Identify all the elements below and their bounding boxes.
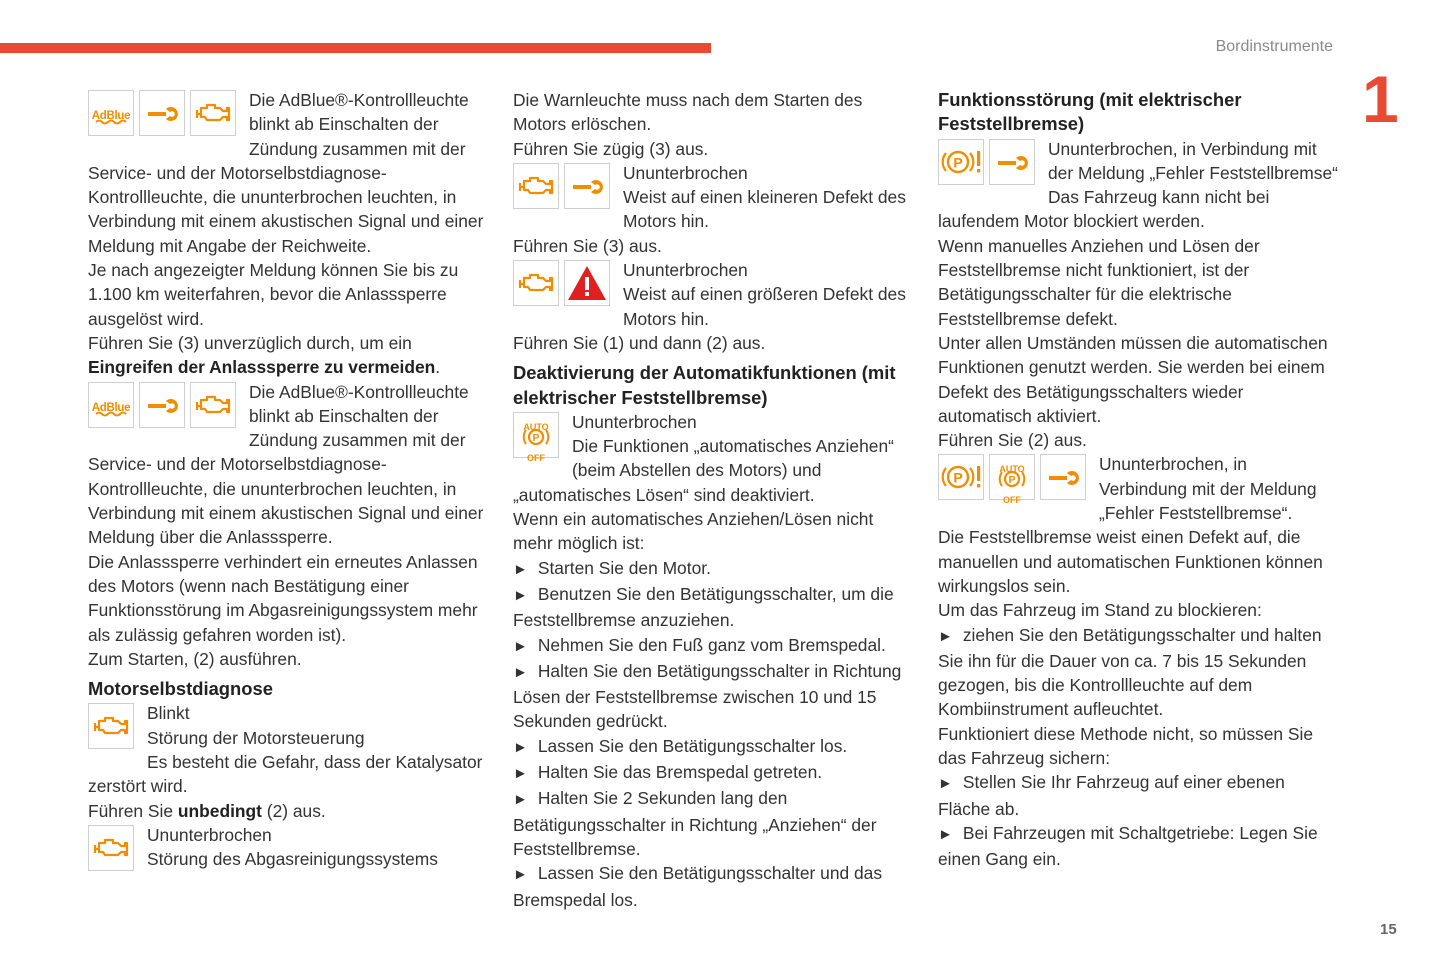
service-wrench-icon — [989, 139, 1035, 185]
adblue-paragraph-1: Die AdBlue®-Kontrollleuchte blinkt ab Einschalten der Zündung zusammen mit der Service- und der Motorselbstdiagnose-Kontrollleuchte, die ununterbrochen leuchten, in Verbindung mit einem akustischen Signal und einer Meldung mit Angabe der Reichweite. — [88, 90, 484, 256]
icon-group — [938, 454, 1091, 506]
header-accent-bar — [0, 43, 711, 53]
list-item: ► Bei Fahrzeugen mit Schaltgetriebe: Legen Sie einen Gang ein. — [938, 821, 1338, 872]
column-1 — [88, 88, 488, 872]
list-item: ► Lassen Sie den Betätigungsschalter und das Bremspedal los. — [513, 861, 913, 912]
major-defect-title: Ununterbrochen — [623, 260, 748, 281]
auto-deactivated-title: Ununterbrochen — [572, 411, 697, 432]
continuous-title: Ununterbrochen — [147, 824, 272, 845]
warning-triangle-icon — [564, 260, 610, 306]
icon-group — [88, 825, 139, 871]
paragraph-catalyst: Es besteht die Gefahr, dass der Katalysator zerstört wird. — [88, 752, 483, 797]
engine-check-icon — [513, 260, 559, 306]
engine-check-icon — [190, 90, 236, 136]
list-item: ► Halten Sie 2 Sekunden lang den Betätigungsschalter in Richtung „Anziehen“ der Feststellbremse. — [513, 786, 913, 861]
icon-group — [513, 163, 615, 209]
parking-brake-fault-icon — [938, 139, 984, 185]
major-defect-description: Weist auf einen größeren Defekt des Motors hin. — [623, 284, 906, 329]
paragraph-manual: Wenn ein automatisches Anziehen/Lösen nicht mehr möglich ist: — [513, 509, 874, 554]
icon-group — [513, 260, 615, 306]
list-item: ► Starten Sie den Motor. — [513, 556, 913, 582]
list-item: ► Benutzen Sie den Betätigungsschalter, um die Feststellbremse anzuziehen. — [513, 582, 913, 633]
minor-defect-title: Ununterbrochen — [623, 162, 748, 183]
icon-group — [938, 139, 1040, 185]
list-item: ► Halten Sie den Betätigungsschalter in Richtung Lösen der Feststellbremse zwischen 10 und 15 Sekunden gedrückt. — [513, 659, 913, 734]
column-3 — [938, 88, 1338, 872]
paragraph-action-2: Führen Sie unbedingt (2) aus. — [88, 800, 326, 821]
heading-funktionsstoerung: Funktionsstörung (mit elektrischer Feststellbremse) — [938, 89, 1242, 135]
column-2 — [513, 88, 913, 912]
paragraph-start: Zum Starten, (2) ausführen. — [88, 648, 302, 669]
engine-check-icon — [88, 703, 134, 749]
icon-group — [88, 90, 241, 136]
fault-message-1: Ununterbrochen, in Verbindung mit der Meldung „Fehler Feststellbremse“ — [1048, 138, 1338, 183]
paragraph-action: Führen Sie zügig (3) aus. — [513, 138, 709, 159]
service-wrench-icon — [139, 382, 185, 428]
service-wrench-icon — [564, 163, 610, 209]
section-title: Bordinstrumente — [1215, 38, 1333, 55]
paragraph-auto-functions: Unter allen Umständen müssen die automatischen Funktionen genutzt werden. Sie werden bei einem Defekt des Betätigungsschalters wieder automatisch aktiviert. — [938, 332, 1328, 426]
paragraph-range: Je nach angezeigter Meldung können Sie bis zu 1.100 km weiterfahren, bevor die Anlasssperre ausgelöst wird. — [88, 260, 459, 329]
icon-group — [88, 382, 241, 428]
adblue-warning-icon: AdBlue — [88, 90, 134, 136]
paragraph-action-1-2: Führen Sie (1) und dann (2) aus. — [513, 332, 766, 353]
paragraph-to-block: Um das Fahrzeug im Stand zu blockieren: — [938, 600, 1262, 621]
auto-deactivated-description: Die Funktionen „automatisches Anziehen“ (beim Abstellen des Motors) und „automatisches Lösen“ sind deaktiviert. — [513, 436, 894, 505]
engine-check-icon — [190, 382, 236, 428]
heading-deaktivierung: Deaktivierung der Automatikfunktionen (mit elektrischer Feststellbremse) — [513, 362, 896, 408]
service-wrench-icon — [139, 90, 185, 136]
list-item: ► ziehen Sie den Betätigungsschalter und halten Sie ihn für die Dauer von ca. 7 bis 15 Sekunden gezogen, bis die Kontrollleuchte auf dem Kombiinstrument aufleuchtet. — [938, 623, 1338, 722]
list-item: ► Lassen Sie den Betätigungsschalter los. — [513, 734, 913, 760]
engine-check-icon — [88, 825, 134, 871]
minor-defect-description: Weist auf einen kleineren Defekt des Motors hin. — [623, 187, 906, 232]
paragraph-action-3: Führen Sie (3) aus. — [513, 235, 662, 256]
parking-brake-fault-icon — [938, 454, 984, 500]
chapter-number: 1 — [1362, 62, 1399, 136]
service-wrench-icon — [1040, 454, 1086, 500]
list-item: ► Stellen Sie Ihr Fahrzeug auf einer ebenen Fläche ab. — [938, 770, 1338, 821]
auto-parking-off-icon: AUTO OFF — [513, 412, 559, 458]
adblue-warning-icon: AdBlue — [88, 382, 134, 428]
fault-message-2: Ununterbrochen, in Verbindung mit der Meldung „Fehler Feststellbremse“. — [1099, 454, 1317, 524]
paragraph-action-2: Führen Sie (2) aus. — [938, 430, 1087, 451]
heading-motorselbstdiagnose: Motorselbstdiagnose — [88, 678, 273, 700]
blink-description: Störung der Motorsteuerung — [147, 727, 365, 748]
auto-parking-off-icon: AUTO OFF — [989, 454, 1035, 500]
blink-title: Blinkt — [147, 703, 190, 724]
list-item: ► Nehmen Sie den Fuß ganz vom Bremspedal. — [513, 633, 913, 659]
paragraph-brake-defect: Die Feststellbremse weist einen Defekt auf, die manuellen und automatischen Funktionen können wirkungslos sein. — [938, 527, 1323, 596]
page-number: 15 — [1380, 921, 1397, 938]
paragraph-start-lock: Die Anlasssperre verhindert ein erneutes Anlassen des Motors (wenn nach Bestätigung einer Funktionsstörung im Abgasreinigungssystem mehr als zulässig gefahren worden ist). — [88, 551, 478, 645]
list-item: ► Halten Sie das Bremspedal getreten. — [513, 760, 913, 786]
paragraph-warning-off: Die Warnleuchte muss nach dem Starten des Motors erlöschen. — [513, 90, 863, 135]
paragraph-secure: Funktioniert diese Methode nicht, so müssen Sie das Fahrzeug sichern: — [938, 723, 1314, 769]
paragraph-action: Führen Sie (3) unverzüglich durch, um ein Eingreifen der Anlasssperre zu vermeiden. — [88, 332, 441, 378]
paragraph-cannot-block: Das Fahrzeug kann nicht bei laufendem Motor blockiert werden. — [938, 187, 1270, 232]
paragraph-switch-defect: Wenn manuelles Anziehen und Lösen der Feststellbremse nicht funktioniert, ist der Betätigungsschalter für die elektrische Feststellbremse defekt. — [938, 235, 1260, 329]
icon-group — [513, 412, 564, 463]
adblue-paragraph-2: Die AdBlue®-Kontrollleuchte blinkt ab Einschalten der Zündung zusammen mit der Service- und der Motorselbstdiagnose-Kontrollleuchte, die ununterbrochen leuchten, in Verbindung mit einem akustischen Signal und einer Meldung über die Anlasssperre. — [88, 381, 484, 548]
continuous-description: Störung des Abgasreinigungssystems — [147, 849, 438, 870]
engine-check-icon — [513, 163, 559, 209]
icon-group — [88, 703, 139, 749]
